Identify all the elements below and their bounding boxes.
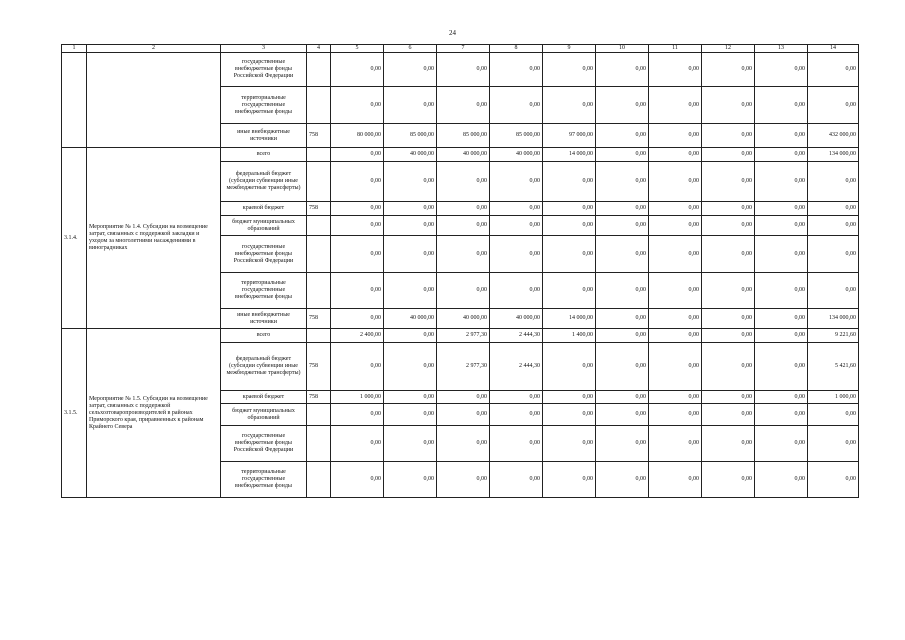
table-body [62,45,859,498]
amount-cell: 0,00 [543,343,596,391]
amount-cell: 0,00 [596,426,649,462]
amount-cell: 0,00 [808,236,859,273]
amount-cell: 0,00 [755,404,808,426]
amount-cell: 0,00 [331,343,384,391]
amount-cell: 0,00 [384,426,437,462]
amount-cell: 0,00 [384,329,437,343]
amount-cell: 0,00 [649,148,702,162]
amount-cell: 0,00 [649,162,702,202]
measure-index: 3.1.4. [62,148,87,329]
amount-cell: 5 421,60 [808,343,859,391]
amount-cell: 0,00 [649,87,702,124]
budget-code [307,162,331,202]
amount-cell: 0,00 [331,426,384,462]
amount-cell: 0,00 [808,426,859,462]
amount-cell: 0,00 [702,236,755,273]
amount-cell: 0,00 [437,273,490,309]
amount-cell: 0,00 [649,329,702,343]
funding-source: всего [221,148,307,162]
amount-cell: 85 000,00 [384,124,437,148]
budget-code: 758 [307,202,331,216]
amount-cell: 0,00 [702,426,755,462]
column-header: 14 [808,45,859,53]
amount-cell: 0,00 [596,124,649,148]
amount-cell: 2 444,30 [490,329,543,343]
amount-cell: 0,00 [755,391,808,404]
amount-cell: 97 000,00 [543,124,596,148]
amount-cell: 0,00 [649,462,702,498]
amount-cell: 0,00 [702,404,755,426]
column-header: 7 [437,45,490,53]
amount-cell: 0,00 [331,216,384,236]
funding-source: бюджет муниципальных образований [221,216,307,236]
budget-code [307,404,331,426]
amount-cell: 2 977,30 [437,329,490,343]
amount-cell: 0,00 [596,53,649,87]
amount-cell: 0,00 [649,236,702,273]
amount-cell: 0,00 [543,162,596,202]
amount-cell: 0,00 [808,404,859,426]
amount-cell: 0,00 [702,124,755,148]
amount-cell: 0,00 [384,162,437,202]
amount-cell: 432 000,00 [808,124,859,148]
funding-source: иные внебюджетные источники [221,309,307,329]
amount-cell: 0,00 [755,124,808,148]
amount-cell: 0,00 [649,404,702,426]
amount-cell: 0,00 [384,462,437,498]
amount-cell: 1 000,00 [331,391,384,404]
amount-cell: 0,00 [596,343,649,391]
amount-cell: 0,00 [596,273,649,309]
amount-cell: 0,00 [543,53,596,87]
header-row [62,45,859,53]
amount-cell: 0,00 [755,236,808,273]
budget-code: 758 [307,124,331,148]
amount-cell: 0,00 [755,87,808,124]
amount-cell: 1 000,00 [808,391,859,404]
measure-description: Мероприятие № 1.5. Субсидии на возмещение затрат, связанных с поддержкой сельхозтоваропроизводителей в районах Приморского края, приравненных к районам Крайнего Севера [87,329,221,498]
amount-cell: 0,00 [437,236,490,273]
amount-cell: 0,00 [490,202,543,216]
budget-code [307,462,331,498]
amount-cell: 0,00 [384,391,437,404]
amount-cell: 0,00 [649,202,702,216]
amount-cell: 0,00 [702,148,755,162]
budget-code: 758 [307,343,331,391]
measure-description: Мероприятие № 1.4. Субсидии на возмещение затрат, связанных с поддержкой закладки и уходом за многолетними насаждениями в виноградниках [87,148,221,329]
funding-source: государственные внебюджетные фонды Российской Федерации [221,53,307,87]
amount-cell: 0,00 [755,202,808,216]
budget-code [307,273,331,309]
amount-cell: 0,00 [702,309,755,329]
funding-source: бюджет муниципальных образований [221,404,307,426]
amount-cell: 0,00 [649,426,702,462]
amount-cell: 0,00 [437,162,490,202]
amount-cell: 0,00 [702,53,755,87]
amount-cell: 0,00 [596,329,649,343]
funding-source: государственные внебюджетные фонды Российской Федерации [221,236,307,273]
amount-cell: 9 221,60 [808,329,859,343]
amount-cell: 0,00 [649,309,702,329]
amount-cell: 0,00 [543,404,596,426]
amount-cell: 0,00 [384,273,437,309]
amount-cell: 0,00 [331,148,384,162]
amount-cell: 0,00 [596,202,649,216]
amount-cell: 0,00 [596,309,649,329]
amount-cell: 85 000,00 [490,124,543,148]
column-header: 4 [307,45,331,53]
amount-cell: 0,00 [808,462,859,498]
column-header: 10 [596,45,649,53]
amount-cell: 0,00 [331,309,384,329]
column-header: 3 [221,45,307,53]
table-row [62,148,859,162]
amount-cell: 0,00 [702,216,755,236]
amount-cell: 0,00 [808,216,859,236]
column-header: 11 [649,45,702,53]
amount-cell: 0,00 [490,273,543,309]
amount-cell: 0,00 [384,87,437,124]
amount-cell: 0,00 [437,53,490,87]
amount-cell: 0,00 [596,162,649,202]
amount-cell: 0,00 [490,462,543,498]
amount-cell: 0,00 [543,462,596,498]
amount-cell: 0,00 [649,53,702,87]
amount-cell: 0,00 [755,148,808,162]
column-header: 2 [87,45,221,53]
amount-cell: 0,00 [543,273,596,309]
amount-cell: 0,00 [755,273,808,309]
amount-cell: 0,00 [490,404,543,426]
amount-cell: 0,00 [543,236,596,273]
funding-source: краевой бюджет [221,202,307,216]
column-header: 1 [62,45,87,53]
amount-cell: 0,00 [490,236,543,273]
amount-cell: 0,00 [755,462,808,498]
amount-cell: 0,00 [755,162,808,202]
amount-cell: 0,00 [384,404,437,426]
amount-cell: 1 400,00 [543,329,596,343]
amount-cell: 0,00 [437,202,490,216]
budget-code [307,216,331,236]
amount-cell: 0,00 [702,343,755,391]
amount-cell: 0,00 [596,391,649,404]
amount-cell: 0,00 [596,404,649,426]
amount-cell: 0,00 [437,216,490,236]
amount-cell: 0,00 [437,426,490,462]
amount-cell: 0,00 [543,391,596,404]
funding-source: краевой бюджет [221,391,307,404]
budget-code [307,426,331,462]
amount-cell: 0,00 [808,162,859,202]
amount-cell: 0,00 [384,216,437,236]
amount-cell: 40 000,00 [384,309,437,329]
amount-cell: 0,00 [808,87,859,124]
amount-cell: 0,00 [596,87,649,124]
amount-cell: 0,00 [596,216,649,236]
amount-cell: 0,00 [649,391,702,404]
amount-cell: 0,00 [331,202,384,216]
amount-cell: 0,00 [755,426,808,462]
amount-cell: 0,00 [702,462,755,498]
amount-cell: 0,00 [755,309,808,329]
amount-cell: 0,00 [437,87,490,124]
amount-cell: 0,00 [543,87,596,124]
funding-source: федеральный бюджет (субсидии субвенции иные межбюджетные трансферты) [221,162,307,202]
amount-cell: 0,00 [490,87,543,124]
measure-index: 3.1.5. [62,329,87,498]
page-number: 24 [449,29,456,37]
amount-cell: 0,00 [596,236,649,273]
amount-cell: 0,00 [702,273,755,309]
amount-cell: 0,00 [596,148,649,162]
amount-cell: 134 000,00 [808,309,859,329]
amount-cell: 0,00 [490,53,543,87]
amount-cell: 14 000,00 [543,309,596,329]
column-header: 8 [490,45,543,53]
amount-cell: 0,00 [808,53,859,87]
amount-cell: 0,00 [384,236,437,273]
amount-cell: 0,00 [649,216,702,236]
amount-cell: 2 444,30 [490,343,543,391]
amount-cell: 40 000,00 [490,309,543,329]
measure-description [87,53,221,148]
amount-cell: 0,00 [490,391,543,404]
amount-cell: 0,00 [543,216,596,236]
amount-cell: 0,00 [702,87,755,124]
amount-cell: 0,00 [702,202,755,216]
funding-source: федеральный бюджет (субсидии субвенции иные межбюджетные трансферты) [221,343,307,391]
amount-cell: 0,00 [755,53,808,87]
amount-cell: 0,00 [384,202,437,216]
amount-cell: 0,00 [331,53,384,87]
amount-cell: 0,00 [384,53,437,87]
column-header: 9 [543,45,596,53]
amount-cell: 0,00 [490,162,543,202]
budget-code: 758 [307,391,331,404]
amount-cell: 0,00 [649,273,702,309]
amount-cell: 0,00 [331,162,384,202]
amount-cell: 0,00 [596,462,649,498]
funding-source: иные внебюджетные источники [221,124,307,148]
funding-source: всего [221,329,307,343]
funding-source: территориальные государственные внебюджетные фонды [221,462,307,498]
measure-index [62,53,87,148]
amount-cell: 85 000,00 [437,124,490,148]
amount-cell: 0,00 [702,329,755,343]
budget-code [307,236,331,273]
amount-cell: 0,00 [755,329,808,343]
budget-code [307,87,331,124]
table-row [62,53,859,87]
amount-cell: 0,00 [490,216,543,236]
amount-cell: 0,00 [331,87,384,124]
amount-cell: 0,00 [649,343,702,391]
amount-cell: 0,00 [808,273,859,309]
budget-code: 758 [307,309,331,329]
amount-cell: 2 400,00 [331,329,384,343]
table-row [62,329,859,343]
amount-cell: 0,00 [490,426,543,462]
amount-cell: 40 000,00 [437,309,490,329]
amount-cell: 0,00 [649,124,702,148]
amount-cell: 0,00 [384,343,437,391]
amount-cell: 0,00 [437,462,490,498]
column-header: 6 [384,45,437,53]
budget-code [307,53,331,87]
amount-cell: 0,00 [755,216,808,236]
amount-cell: 0,00 [808,202,859,216]
amount-cell: 40 000,00 [490,148,543,162]
amount-cell: 0,00 [331,236,384,273]
amount-cell: 0,00 [543,426,596,462]
amount-cell: 0,00 [755,343,808,391]
amount-cell: 0,00 [702,391,755,404]
amount-cell: 2 977,30 [437,343,490,391]
amount-cell: 0,00 [331,462,384,498]
amount-cell: 0,00 [437,391,490,404]
funding-source: территориальные государственные внебюджетные фонды [221,87,307,124]
amount-cell: 14 000,00 [543,148,596,162]
amount-cell: 0,00 [331,404,384,426]
budget-code [307,148,331,162]
column-header: 13 [755,45,808,53]
amount-cell: 0,00 [702,162,755,202]
amount-cell: 40 000,00 [384,148,437,162]
amount-cell: 40 000,00 [437,148,490,162]
column-header: 5 [331,45,384,53]
amount-cell: 0,00 [437,404,490,426]
column-header: 12 [702,45,755,53]
amount-cell: 80 000,00 [331,124,384,148]
amount-cell: 0,00 [331,273,384,309]
amount-cell: 134 000,00 [808,148,859,162]
budget-table [61,44,859,498]
funding-source: государственные внебюджетные фонды Российской Федерации [221,426,307,462]
funding-source: территориальные государственные внебюджетные фонды [221,273,307,309]
amount-cell: 0,00 [543,202,596,216]
budget-code [307,329,331,343]
